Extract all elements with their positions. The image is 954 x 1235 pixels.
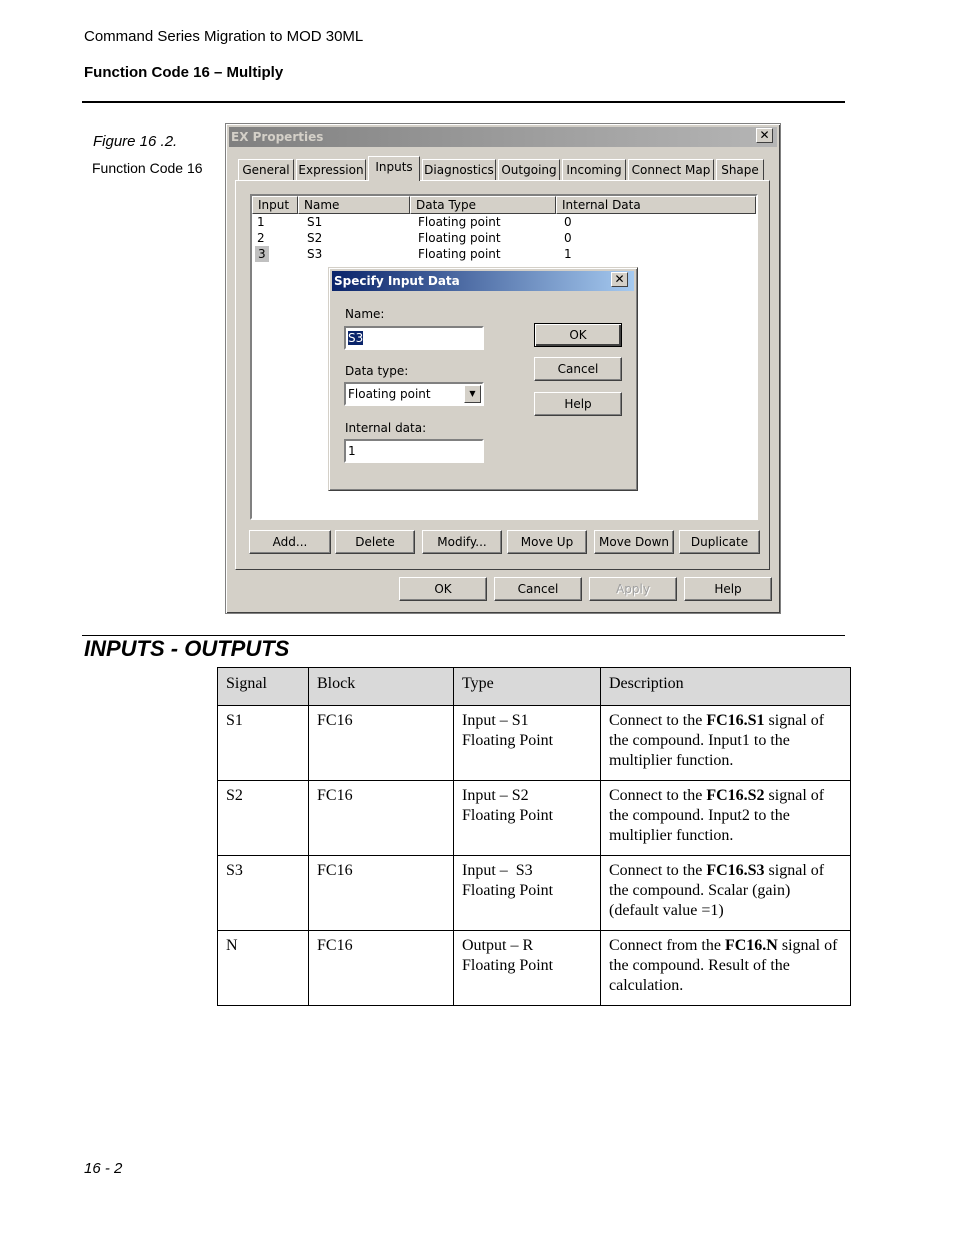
desc-text: signal of the compound. Result of the calculation. (609, 937, 838, 994)
internal-data-label: Internal data: (345, 421, 427, 435)
desc-text: Connect to the (609, 787, 707, 804)
add-button[interactable]: Add... (249, 530, 331, 554)
internal-data-field[interactable]: 1 (344, 439, 484, 463)
cell-description (601, 856, 851, 931)
cell-type (454, 931, 601, 1006)
row-data-type: Floating point (418, 215, 501, 229)
figure-label: Figure 16 .2. (93, 133, 178, 150)
ex-properties-titlebar[interactable] (229, 127, 777, 147)
help-button[interactable]: Help (684, 577, 772, 601)
data-type-value: Floating point (348, 387, 431, 401)
type-line-2: Floating Point (462, 732, 554, 749)
type-line-1: Output – R (462, 937, 534, 954)
data-type-select[interactable] (344, 382, 484, 406)
dialog-help-button[interactable]: Help (534, 392, 622, 416)
document-title: Command Series Migration to MOD 30ML (84, 28, 364, 45)
specify-input-titlebar[interactable] (332, 271, 634, 291)
tab-outgoing[interactable]: Outgoing (498, 159, 560, 180)
cell-type (454, 706, 601, 781)
type-line-1: Input – S1 (462, 712, 529, 729)
row-internal-data: 0 (564, 215, 572, 229)
ok-button[interactable]: OK (399, 577, 487, 601)
row-internal-data: 0 (564, 231, 572, 245)
header-block: Block (309, 668, 454, 706)
apply-button[interactable]: Apply (589, 577, 677, 601)
row-name: S1 (307, 215, 323, 229)
header-description: Description (601, 668, 851, 706)
tab-general[interactable]: General (238, 159, 294, 180)
cell-block: FC16 (309, 781, 454, 856)
ex-properties-dialog (225, 123, 781, 614)
desc-text: Connect to the (609, 862, 707, 879)
tab-inputs[interactable]: Inputs (368, 156, 420, 181)
cell-signal: S1 (218, 706, 309, 781)
type-line-2: Floating Point (462, 882, 554, 899)
header-rule (82, 101, 845, 103)
data-type-label: Data type: (345, 364, 409, 378)
row-input: 1 (257, 215, 265, 229)
type-line-2: Floating Point (462, 957, 554, 974)
type-line-1: Input – S3 (462, 862, 533, 879)
tab-incoming[interactable]: Incoming (562, 159, 626, 180)
move-down-button[interactable]: Move Down (594, 530, 674, 554)
figure-caption: Function Code 16 (92, 160, 203, 176)
modify-button[interactable]: Modify... (422, 530, 502, 554)
desc-text: signal of the compound. Scalar (gain) (default value =1) (609, 862, 825, 919)
row-data-type: Floating point (418, 231, 501, 245)
desc-text: signal of the compound. Input2 to the multiplier function. (609, 787, 825, 844)
page-number: 16 - 2 (84, 1160, 123, 1177)
inputs-outputs-table (217, 667, 851, 1006)
desc-signal: FC16.N (724, 937, 778, 954)
section-title: Function Code 16 – Multiply (84, 64, 284, 81)
cell-block: FC16 (309, 856, 454, 931)
close-icon[interactable]: ✕ (611, 272, 628, 287)
dialog-cancel-button[interactable]: Cancel (534, 357, 622, 381)
row-name: S2 (307, 231, 323, 245)
table-row (218, 706, 851, 781)
table-row (218, 781, 851, 856)
desc-signal: FC16.S3 (706, 862, 765, 879)
cell-description (601, 931, 851, 1006)
column-header-input[interactable]: Input (252, 196, 298, 214)
cancel-button[interactable]: Cancel (494, 577, 582, 601)
column-header-name[interactable]: Name (298, 196, 410, 214)
chevron-down-icon[interactable]: ▼ (464, 385, 481, 403)
specify-input-data-dialog (328, 267, 638, 491)
header-signal: Signal (218, 668, 309, 706)
row-data-type: Floating point (418, 247, 501, 261)
cell-block: FC16 (309, 931, 454, 1006)
tab-diagnostics[interactable]: Diagnostics (422, 159, 496, 180)
tab-shape[interactable]: Shape (716, 159, 764, 180)
column-header-internal-data[interactable]: Internal Data (556, 196, 756, 214)
name-field[interactable] (344, 326, 484, 350)
dialog-ok-button[interactable]: OK (534, 323, 622, 347)
name-value: S3 (348, 331, 364, 345)
type-line-1: Input – S2 (462, 787, 529, 804)
row-input: 3 (255, 246, 269, 262)
cell-type (454, 856, 601, 931)
list-row[interactable] (252, 214, 756, 230)
cell-signal: N (218, 931, 309, 1006)
column-header-data-type[interactable]: Data Type (410, 196, 556, 214)
row-name: S3 (307, 247, 323, 261)
cell-block: FC16 (309, 706, 454, 781)
cell-type (454, 781, 601, 856)
row-internal-data: 1 (564, 247, 572, 261)
delete-button[interactable]: Delete (335, 530, 415, 554)
table-row (218, 931, 851, 1006)
table-header-row (218, 668, 851, 706)
cell-description (601, 781, 851, 856)
list-row[interactable] (252, 230, 756, 246)
cell-signal: S3 (218, 856, 309, 931)
duplicate-button[interactable]: Duplicate (679, 530, 760, 554)
row-input: 2 (257, 231, 265, 245)
inputs-outputs-heading: INPUTS - OUTPUTS (84, 636, 290, 661)
table-row (218, 856, 851, 931)
tab-expression[interactable]: Expression (296, 159, 366, 180)
desc-text: Connect to the (609, 712, 707, 729)
cell-description (601, 706, 851, 781)
ex-properties-title: EX Properties (231, 130, 324, 144)
desc-signal: FC16.S1 (706, 712, 765, 729)
desc-text: signal of the compound. Input1 to the multiplier function. (609, 712, 825, 769)
name-label: Name: (345, 307, 385, 321)
specify-input-title: Specify Input Data (334, 274, 460, 288)
list-row-selected[interactable] (252, 246, 756, 262)
move-up-button[interactable]: Move Up (507, 530, 587, 554)
desc-text: Connect from the (609, 937, 725, 954)
type-line-2: Floating Point (462, 807, 554, 824)
close-icon[interactable]: ✕ (756, 128, 773, 143)
tab-connect-map[interactable]: Connect Map (628, 159, 714, 180)
cell-signal: S2 (218, 781, 309, 856)
desc-signal: FC16.S2 (706, 787, 765, 804)
header-type: Type (454, 668, 601, 706)
